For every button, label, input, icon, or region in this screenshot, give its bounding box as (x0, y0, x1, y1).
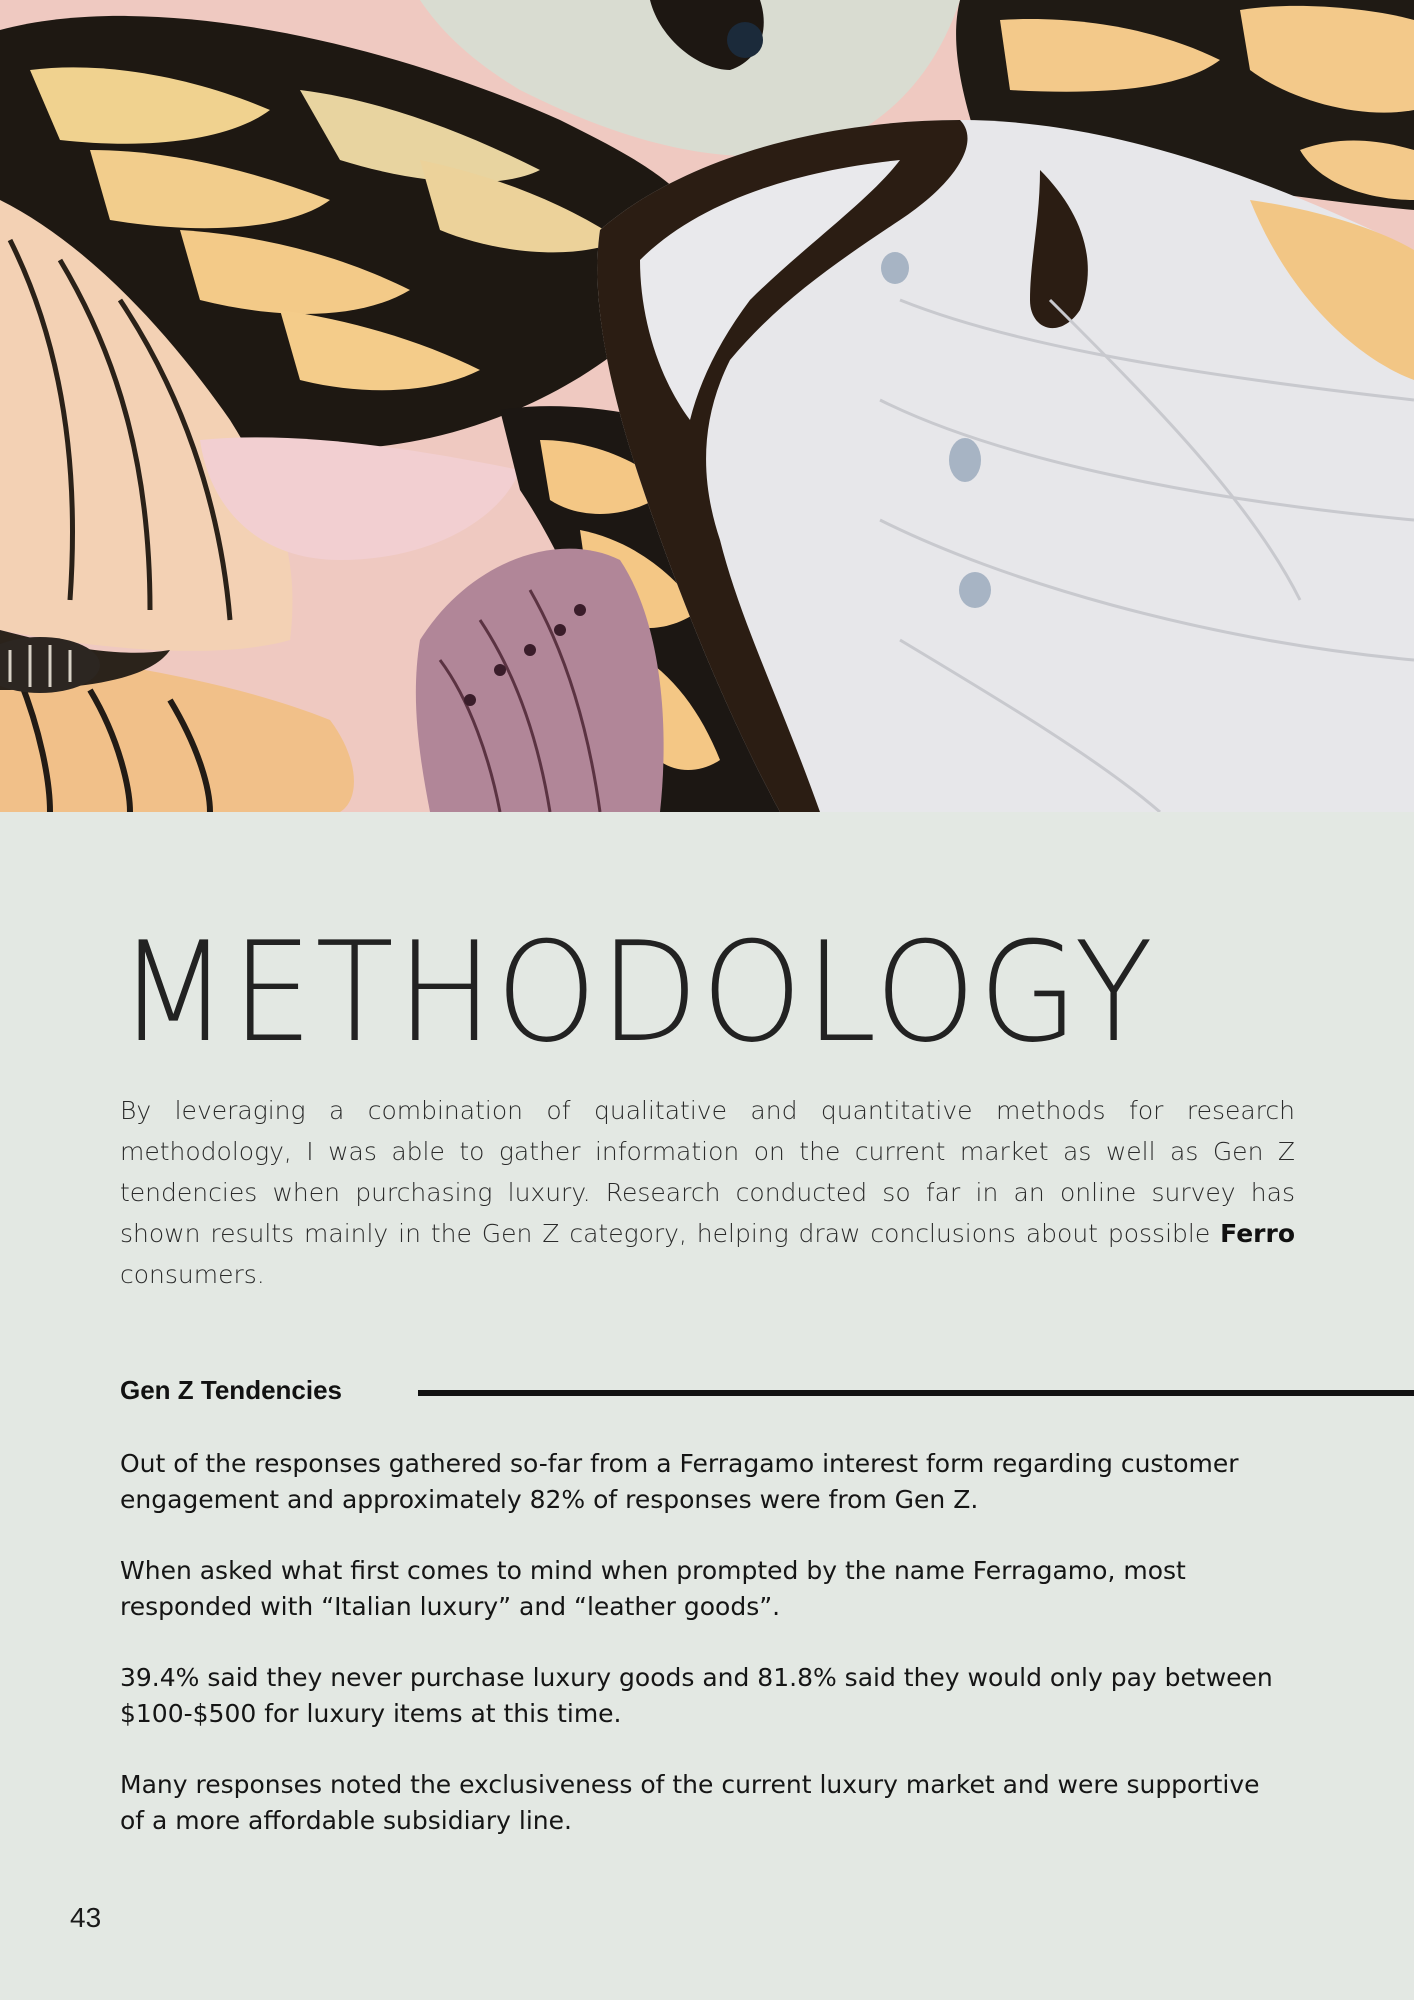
finding-paragraph: When asked what first comes to mind when prompted by the name Ferragamo, most responded with “Italian luxury” and “leather goods”. (120, 1556, 1186, 1621)
intro-text: By leveraging a combination of qualitative and quantitative methods for research methodology, I was able to gather information on the current market as well as Gen Z tendencies when purchasing luxury. Research conducted so far in an online survey has shown results mainly in the Gen Z category, helping draw conclusions about possible (120, 1096, 1295, 1248)
finding-paragraph: Many responses noted the exclusiveness of the current luxury market and were supportive of a more affordable subsidiary line. (120, 1770, 1260, 1835)
finding-paragraph: Out of the responses gathered so-far from a Ferragamo interest form regarding customer engagement and approximately 82% of responses were from Gen Z. (120, 1449, 1239, 1514)
page-title: METHODOLOGY (118, 912, 1156, 1073)
finding-paragraph: 39.4% said they never purchase luxury goods and 81.8% said they would only pay between $100-$500 for luxury items at this time. (120, 1663, 1273, 1728)
page-number: 43 (70, 1902, 102, 1933)
brand-name-ferro: Ferro (1220, 1219, 1295, 1248)
section-heading: Gen Z Tendencies (120, 1375, 343, 1405)
butterfly-photo (0, 0, 1414, 812)
intro-paragraph (120, 1090, 1295, 1295)
section-header (120, 1372, 1414, 1408)
section-divider-rule (418, 1390, 1414, 1396)
intro-text-end: consumers. (120, 1260, 265, 1289)
